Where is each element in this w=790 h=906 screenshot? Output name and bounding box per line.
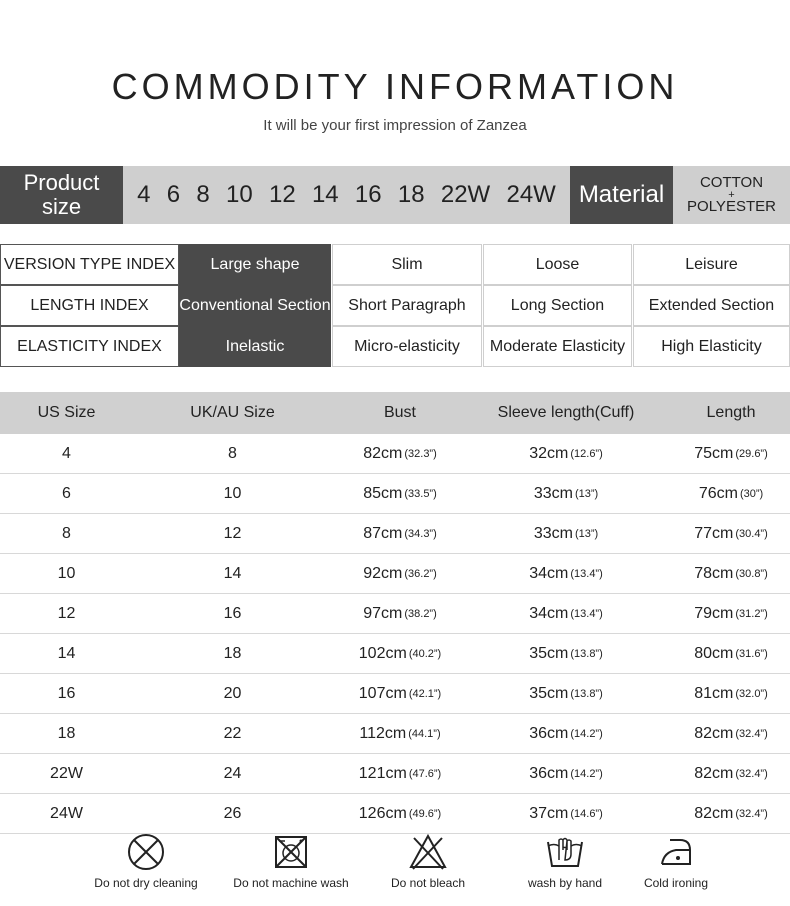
table-cell-sleeve bbox=[475, 714, 657, 753]
table-cell-us bbox=[0, 794, 133, 833]
table-cell-us bbox=[0, 514, 133, 553]
table-cell-sleeve bbox=[475, 594, 657, 633]
table-cell-sleeve bbox=[475, 554, 657, 593]
size-values bbox=[123, 166, 570, 224]
index-option-selected: Inelastic bbox=[179, 326, 331, 367]
cell-value: 34cm bbox=[529, 564, 569, 582]
cold-iron-icon bbox=[656, 832, 696, 872]
cell-inch-value: (30”) bbox=[739, 487, 764, 500]
cell-value: 80cm bbox=[694, 644, 734, 662]
table-cell-sleeve bbox=[475, 754, 657, 793]
table-cell-length bbox=[672, 674, 790, 713]
table-cell-bust bbox=[325, 514, 475, 553]
cell-inch-value: (13”) bbox=[574, 487, 599, 500]
table-row bbox=[0, 594, 790, 634]
cell-inch-value: (29.6”) bbox=[735, 447, 768, 460]
table-cell-us bbox=[0, 594, 133, 633]
table-cell-uk bbox=[155, 634, 310, 673]
cell-inch-value: (32.4”) bbox=[735, 767, 768, 780]
care-label: Do not machine wash bbox=[233, 876, 349, 890]
cell-inch-value: (31.6”) bbox=[735, 647, 768, 660]
cell-value: 36cm bbox=[529, 724, 569, 742]
care-item bbox=[216, 832, 366, 890]
cell-value: 10 bbox=[223, 484, 242, 502]
care-item bbox=[71, 832, 221, 890]
table-cell-bust bbox=[325, 754, 475, 793]
table-cell-length bbox=[672, 754, 790, 793]
table-row bbox=[0, 554, 790, 594]
cell-inch-value: (14.6”) bbox=[570, 807, 603, 820]
table-row bbox=[0, 634, 790, 674]
table-cell-uk bbox=[155, 554, 310, 593]
cell-value: 85cm bbox=[363, 484, 403, 502]
size-value: 8 bbox=[196, 181, 210, 208]
no-machine-wash-icon bbox=[271, 832, 311, 872]
index-head-length: LENGTH INDEX bbox=[0, 285, 179, 326]
cell-inch-value: (32.3”) bbox=[404, 447, 437, 460]
cell-value: 35cm bbox=[529, 684, 569, 702]
page-title: COMMODITY INFORMATION bbox=[111, 66, 679, 107]
material-value bbox=[673, 166, 790, 224]
cell-value: 76cm bbox=[698, 484, 738, 502]
table-cell-length bbox=[672, 554, 790, 593]
size-value: 18 bbox=[397, 181, 425, 208]
table-cell-uk bbox=[155, 674, 310, 713]
table-cell-bust bbox=[325, 674, 475, 713]
cell-value: 121cm bbox=[358, 764, 407, 782]
index-option: Extended Section bbox=[633, 285, 790, 326]
cell-value: 26 bbox=[223, 804, 242, 822]
table-cell-us bbox=[0, 474, 133, 513]
product-size-label bbox=[0, 166, 123, 224]
table-cell-bust bbox=[325, 474, 475, 513]
table-cell-uk bbox=[155, 474, 310, 513]
cell-value: 14 bbox=[223, 564, 242, 582]
cell-inch-value: (32.0”) bbox=[735, 687, 768, 700]
table-cell-us bbox=[0, 674, 133, 713]
table-cell-bust bbox=[325, 634, 475, 673]
cell-inch-value: (42.1”) bbox=[408, 687, 442, 700]
no-bleach-icon bbox=[408, 832, 448, 872]
cell-value: 4 bbox=[62, 444, 71, 462]
cell-inch-value: (14.2”) bbox=[570, 767, 603, 780]
table-cell-bust bbox=[325, 594, 475, 633]
table-row bbox=[0, 674, 790, 714]
cell-value: 97cm bbox=[363, 604, 403, 622]
cell-inch-value: (44.1”) bbox=[408, 727, 441, 740]
cell-inch-value: (30.4”) bbox=[735, 527, 768, 540]
table-cell-length bbox=[672, 714, 790, 753]
table-cell-length bbox=[672, 474, 790, 513]
index-option-selected: Conventional Section bbox=[179, 285, 331, 326]
size-value: 6 bbox=[166, 181, 181, 208]
cell-value: 33cm bbox=[533, 484, 573, 502]
cell-value: 34cm bbox=[529, 604, 569, 622]
table-row bbox=[0, 434, 790, 474]
cell-value: 77cm bbox=[694, 524, 734, 542]
cell-value: 87cm bbox=[363, 524, 403, 542]
cell-value: 35cm bbox=[529, 644, 569, 662]
cell-value: 10 bbox=[57, 564, 76, 582]
material-plus: + bbox=[728, 189, 735, 201]
table-cell-bust bbox=[325, 794, 475, 833]
cell-inch-value: (13.8”) bbox=[570, 687, 603, 700]
cell-value: 107cm bbox=[358, 684, 407, 702]
cell-inch-value: (30.8”) bbox=[735, 567, 768, 580]
care-label: wash by hand bbox=[527, 876, 603, 890]
cell-value: 112cm bbox=[359, 724, 407, 742]
cell-value: 22W bbox=[50, 764, 83, 782]
cell-inch-value: (34.3”) bbox=[404, 527, 437, 540]
size-value: 22W bbox=[440, 181, 491, 208]
cell-value: 126cm bbox=[358, 804, 407, 822]
cell-value: 75cm bbox=[694, 444, 734, 462]
index-option: Short Paragraph bbox=[332, 285, 482, 326]
cell-inch-value: (36.2”) bbox=[404, 567, 437, 580]
care-label: Do not bleach bbox=[390, 876, 466, 890]
page-subtitle: It will be your first impression of Zanzea bbox=[263, 117, 527, 134]
cell-value: 92cm bbox=[363, 564, 403, 582]
table-cell-length bbox=[672, 594, 790, 633]
table-cell-bust bbox=[325, 554, 475, 593]
cell-value: 8 bbox=[62, 524, 71, 542]
cell-value: 37cm bbox=[529, 804, 569, 822]
cell-value: 24 bbox=[223, 764, 242, 782]
table-cell-length bbox=[672, 514, 790, 553]
material-line2: POLYESTER bbox=[687, 198, 776, 215]
cell-inch-value: (13.4”) bbox=[570, 567, 603, 580]
size-value: 14 bbox=[311, 181, 339, 208]
cell-inch-value: (12.6”) bbox=[570, 447, 603, 460]
cell-inch-value: (14.2”) bbox=[570, 727, 603, 740]
table-cell-us bbox=[0, 754, 133, 793]
table-cell-sleeve bbox=[475, 474, 657, 513]
index-option: Loose bbox=[483, 244, 632, 285]
cell-value: 6 bbox=[62, 484, 71, 502]
cell-value: 79cm bbox=[694, 604, 734, 622]
cell-inch-value: (13.8”) bbox=[570, 647, 603, 660]
table-cell-bust bbox=[325, 434, 475, 473]
table-cell-us bbox=[0, 434, 133, 473]
table-row bbox=[0, 714, 790, 754]
no-dry-clean-icon bbox=[126, 832, 166, 872]
table-cell-bust bbox=[325, 714, 475, 753]
cell-value: 36cm bbox=[529, 764, 569, 782]
cell-value: 82cm bbox=[694, 724, 734, 742]
cell-value: 16 bbox=[223, 604, 242, 622]
cell-value: 102cm bbox=[358, 644, 407, 662]
column-header-us: US Size bbox=[37, 404, 96, 421]
table-cell-length bbox=[672, 434, 790, 473]
table-row bbox=[0, 474, 790, 514]
cell-value: 20 bbox=[223, 684, 242, 702]
table-row bbox=[0, 514, 790, 554]
cell-value: 14 bbox=[57, 644, 76, 662]
product-size-label-line1: Product bbox=[23, 170, 100, 195]
cell-inch-value: (13”) bbox=[574, 527, 599, 540]
cell-value: 82cm bbox=[694, 804, 734, 822]
cell-value: 32cm bbox=[529, 444, 569, 462]
cell-inch-value: (47.6”) bbox=[408, 767, 442, 780]
care-item bbox=[353, 832, 503, 890]
index-option: Long Section bbox=[483, 285, 632, 326]
cell-value: 12 bbox=[223, 524, 242, 542]
table-cell-sleeve bbox=[475, 434, 657, 473]
table-cell-uk bbox=[155, 514, 310, 553]
care-label: Cold ironing bbox=[643, 876, 709, 890]
table-row bbox=[0, 794, 790, 834]
cell-inch-value: (49.6”) bbox=[408, 807, 442, 820]
table-cell-uk bbox=[155, 594, 310, 633]
table-cell-uk bbox=[155, 714, 310, 753]
cell-value: 18 bbox=[223, 644, 242, 662]
column-header-bust: Bust bbox=[383, 404, 416, 421]
cell-value: 16 bbox=[57, 684, 76, 702]
table-cell-sleeve bbox=[475, 674, 657, 713]
index-option: Leisure bbox=[633, 244, 790, 285]
table-cell-length bbox=[672, 634, 790, 673]
care-item bbox=[601, 832, 751, 890]
cell-value: 18 bbox=[57, 724, 76, 742]
index-option: Micro-elasticity bbox=[332, 326, 482, 367]
index-option-selected: Large shape bbox=[179, 244, 331, 285]
cell-value: 24W bbox=[50, 804, 83, 822]
size-value: 24W bbox=[506, 181, 556, 208]
table-cell-us bbox=[0, 554, 133, 593]
cell-inch-value: (33.5”) bbox=[404, 487, 437, 500]
material-line1: COTTON bbox=[699, 174, 764, 191]
cell-value: 12 bbox=[57, 604, 76, 622]
cell-value: 82cm bbox=[694, 764, 734, 782]
index-option: Moderate Elasticity bbox=[483, 326, 632, 367]
cell-inch-value: (32.4”) bbox=[735, 807, 768, 820]
column-header-length: Length bbox=[706, 404, 756, 421]
product-size-label-line2: size bbox=[41, 194, 82, 219]
table-cell-us bbox=[0, 714, 133, 753]
material-label: Material bbox=[570, 166, 673, 224]
cell-inch-value: (31.2”) bbox=[735, 607, 768, 620]
index-head-elasticity: ELASTICITY INDEX bbox=[0, 326, 179, 367]
size-value: 10 bbox=[226, 181, 253, 208]
table-cell-uk bbox=[155, 754, 310, 793]
cell-value: 81cm bbox=[694, 684, 734, 702]
table-cell-length bbox=[672, 794, 790, 833]
hand-wash-icon bbox=[545, 832, 585, 872]
care-label: Do not dry cleaning bbox=[94, 876, 198, 890]
index-option: Slim bbox=[332, 244, 482, 285]
cell-value: 82cm bbox=[363, 444, 403, 462]
cell-inch-value: (32.4”) bbox=[735, 727, 768, 740]
table-cell-sleeve bbox=[475, 794, 657, 833]
table-cell-us bbox=[0, 634, 133, 673]
cell-inch-value: (13.4”) bbox=[570, 607, 603, 620]
table-row bbox=[0, 754, 790, 794]
cell-value: 33cm bbox=[533, 524, 573, 542]
index-option: High Elasticity bbox=[633, 326, 790, 367]
size-value: 4 bbox=[137, 181, 151, 208]
cell-inch-value: (38.2”) bbox=[404, 607, 437, 620]
table-cell-sleeve bbox=[475, 634, 657, 673]
size-value: 12 bbox=[268, 181, 296, 208]
table-cell-uk bbox=[155, 434, 310, 473]
cell-value: 22 bbox=[223, 724, 242, 742]
column-header-sleeve: Sleeve length(Cuff) bbox=[497, 404, 635, 421]
column-header-uk: UK/AU Size bbox=[190, 404, 275, 421]
cell-value: 8 bbox=[228, 444, 237, 462]
index-head-version: VERSION TYPE INDEX bbox=[0, 244, 179, 285]
cell-inch-value: (40.2”) bbox=[408, 647, 442, 660]
table-cell-uk bbox=[155, 794, 310, 833]
size-value: 16 bbox=[354, 181, 382, 208]
table-cell-sleeve bbox=[475, 514, 657, 553]
cell-value: 78cm bbox=[694, 564, 734, 582]
